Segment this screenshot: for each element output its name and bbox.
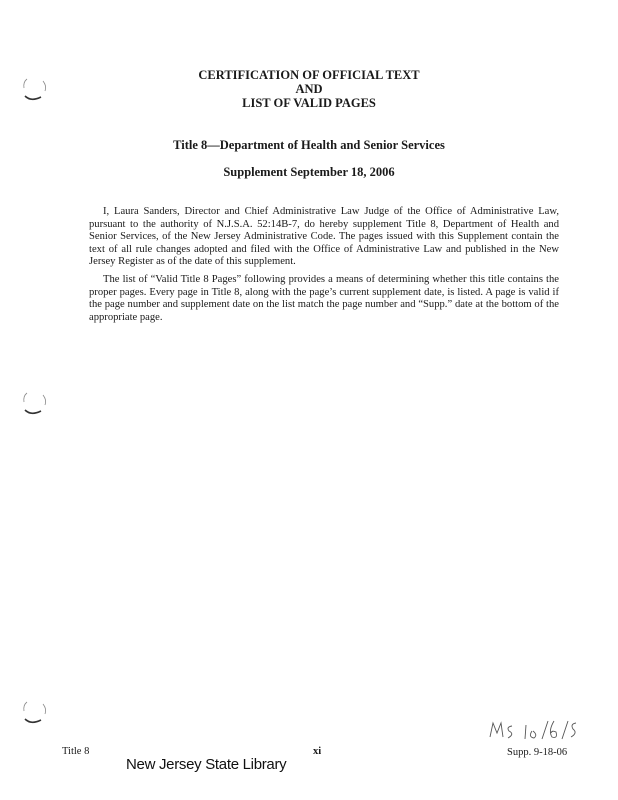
handwritten-initials-note (488, 717, 578, 743)
footer-title-label: Title 8 (62, 746, 90, 757)
footer-supplement-date: Supp. 9-18-06 (507, 747, 568, 758)
punch-hole-mark (21, 390, 48, 417)
page-number: xi (313, 746, 322, 757)
supplement-date: Supplement September 18, 2006 (223, 165, 395, 179)
valid-pages-paragraph: The list of “Valid Title 8 Pages” following provides a means of determining whether this title contains the proper pages. Every page in Title 8, along with the page’s current supplement date, is listed. A page is valid if the page number and supplement date on the list match the page number and “Supp.” date at the bottom of the appropriate page. (89, 274, 559, 323)
punch-hole-mark (21, 699, 48, 726)
library-stamp: New Jersey State Library (126, 756, 287, 773)
title-name: Title 8—Department of Health and Senior Services (173, 138, 445, 152)
certification-heading: CERTIFICATION OF OFFICIAL TEXT (198, 68, 420, 82)
certification-heading-and: AND (295, 82, 323, 96)
valid-pages-heading: LIST OF VALID PAGES (242, 96, 376, 110)
certification-paragraph: I, Laura Sanders, Director and Chief Administrative Law Judge of the Office of Administrative Law, pursuant to the authority of N.J.S.A. 52:14B-7, do hereby supplement Title 8, Department of Health and Senior Services, of the New Jersey Administrative Code. The pages issued with this Supplement contain the text of all rule changes adopted and filed with the Office of Administrative Law and published in the New Jersey Register as of the date of this supplement. (89, 206, 559, 268)
